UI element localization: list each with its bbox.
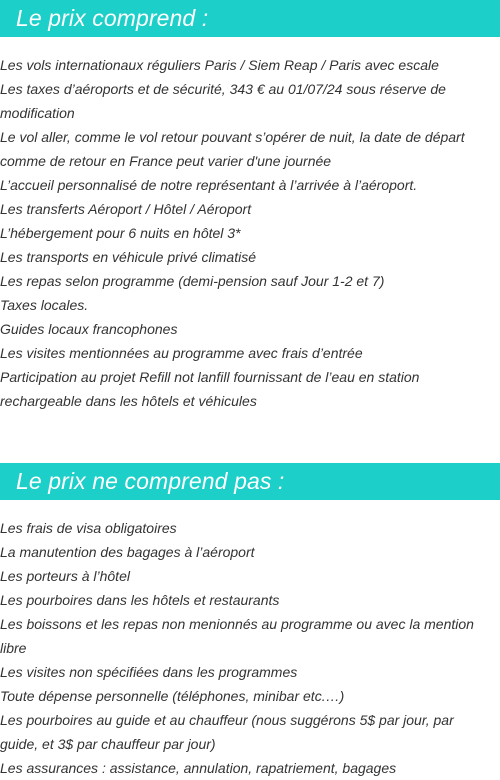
list-item: Guides locaux francophones xyxy=(0,321,178,337)
list-item: La manutention des bagages à l’aéroport xyxy=(0,544,255,560)
list-item: Participation au projet Refill not lanfill fournissant de l’eau en station rechargeable dans les hôtels et véhicules xyxy=(0,369,420,409)
list-item: Les repas selon programme (demi-pension sauf Jour 1-2 et 7) xyxy=(0,273,385,289)
list-item: Le vol aller, comme le vol retour pouvant s’opérer de nuit, la date de départ comme de retour en France peut varier d'une journée xyxy=(0,129,465,169)
list-item: Les pourboires au guide et au chauffeur (nous suggérons 5$ par jour, par guide, et 3$ par chauffeur par jour) xyxy=(0,712,454,752)
list-item: L’accueil personnalisé de notre représentant à l’arrivée à l’aéroport. xyxy=(0,177,418,193)
included-section-title: Le prix comprend : xyxy=(0,0,500,37)
list-item: Les transports en véhicule privé climatisé xyxy=(0,249,257,265)
excluded-section-title: Le prix ne comprend pas : xyxy=(0,463,500,500)
list-item: Les transferts Aéroport / Hôtel / Aéroport xyxy=(0,201,252,217)
list-item: Les taxes d’aéroports et de sécurité, 343 € au 01/07/24 sous réserve de modification xyxy=(0,81,446,121)
included-list xyxy=(0,53,494,413)
list-item: Toute dépense personnelle (téléphones, minibar etc.…) xyxy=(0,688,345,704)
excluded-list xyxy=(0,516,494,780)
list-item: Les visites mentionnées au programme avec frais d’entrée xyxy=(0,345,363,361)
list-item: Les vols internationaux réguliers Paris / Siem Reap / Paris avec escale xyxy=(0,57,439,73)
list-item: Les pourboires dans les hôtels et restaurants xyxy=(0,592,280,608)
list-item: Les assurances : assistance, annulation, rapatriement, bagages xyxy=(0,760,397,776)
list-item: Les boissons et les repas non menionnés au programme ou avec la mention libre xyxy=(0,616,474,656)
list-item: Taxes locales. xyxy=(0,297,89,313)
list-item: Les visites non spécifiées dans les programmes xyxy=(0,664,298,680)
list-item: Les frais de visa obligatoires xyxy=(0,520,177,536)
list-item: L’hébergement pour 6 nuits en hôtel 3* xyxy=(0,225,241,241)
list-item: Les porteurs à l’hôtel xyxy=(0,568,130,584)
